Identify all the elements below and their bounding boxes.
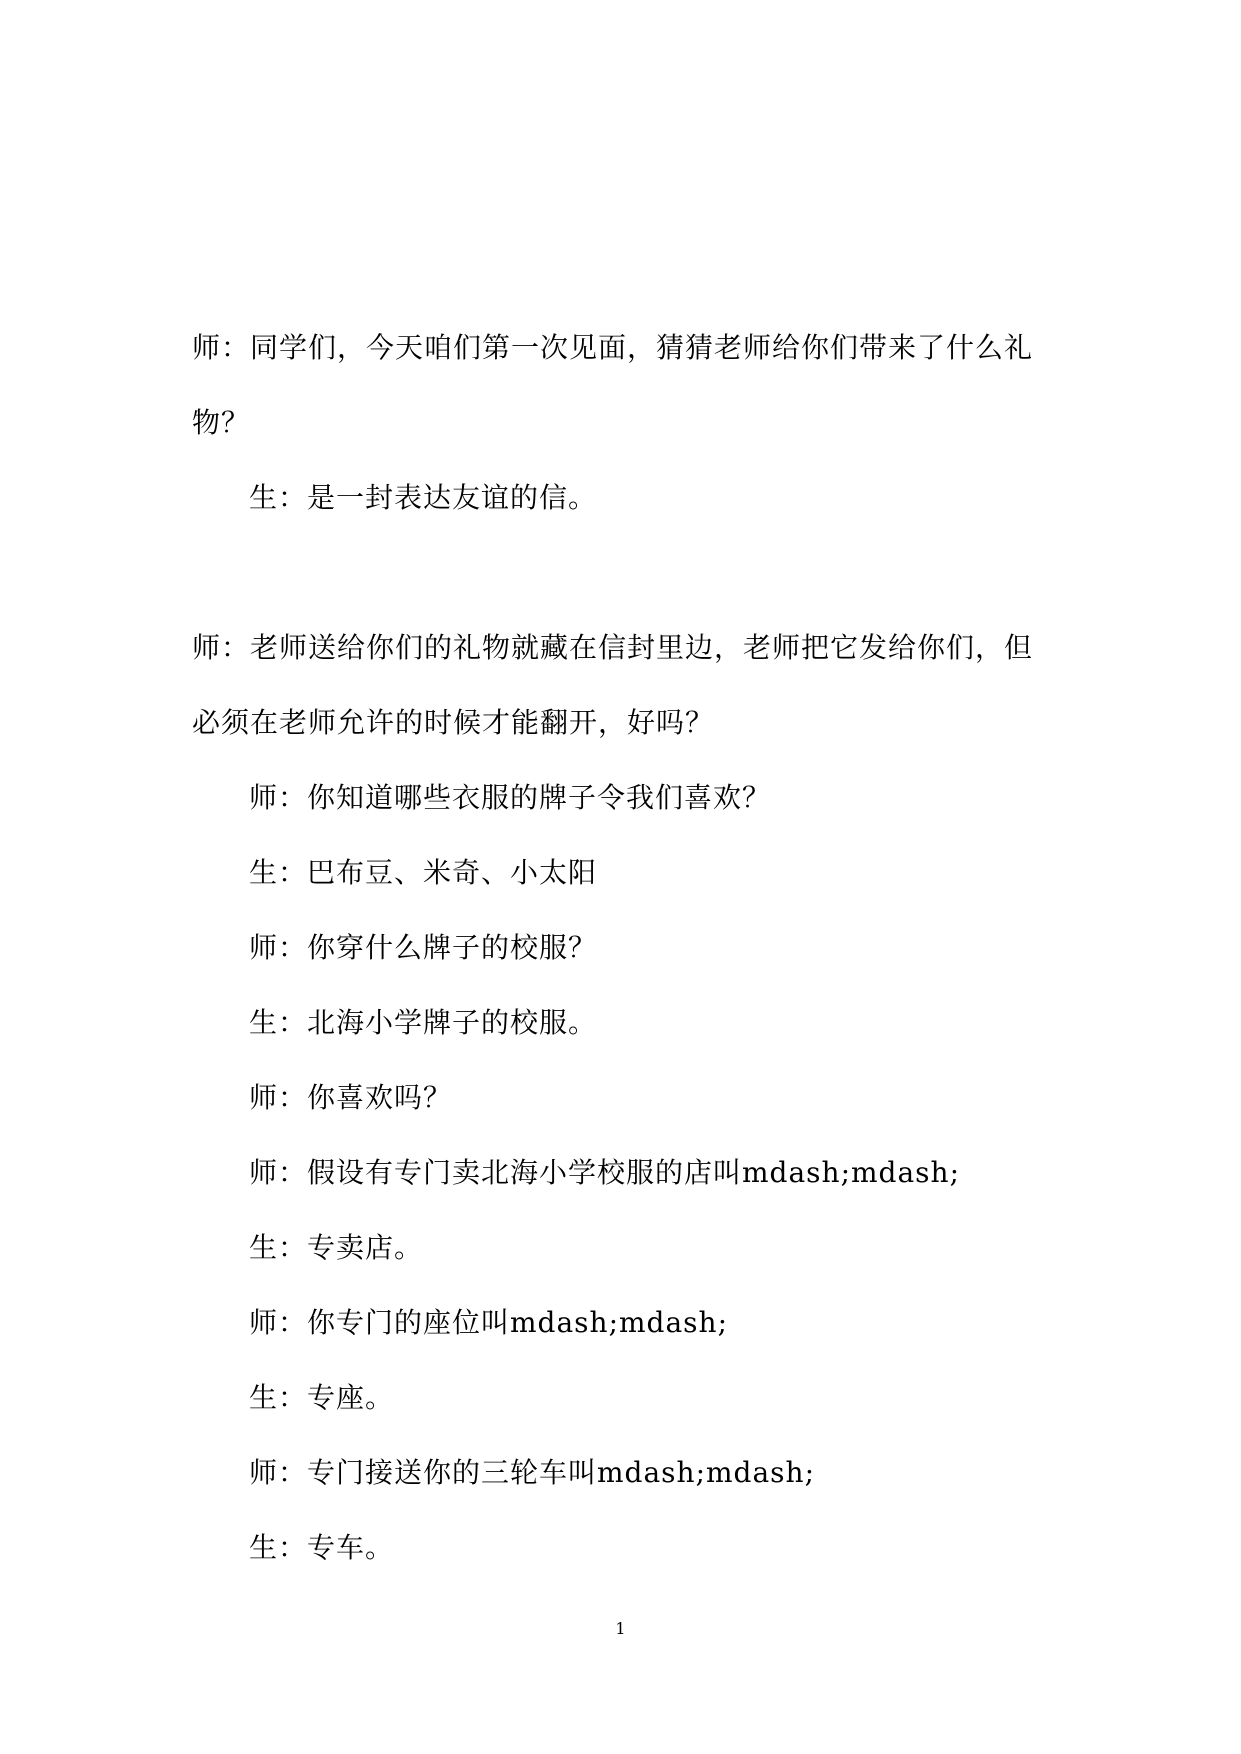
dialogue-line: 师：你喜欢吗？ (249, 1081, 453, 1114)
dialogue-line: 师：你穿什么牌子的校服？ (249, 931, 598, 964)
dialogue-line: 生：专座。 (249, 1381, 395, 1414)
paragraph-line: 师：老师送给你们的礼物就藏在信封里边，老师把它发给你们，但 (192, 631, 1034, 664)
dialogue-line: 生：北海小学牌子的校服。 (249, 1006, 598, 1039)
dialogue-line: 师：你知道哪些衣服的牌子令我们喜欢？ (249, 781, 772, 814)
dialogue-line: 师：你专门的座位叫mdash;mdash; (249, 1306, 729, 1339)
paragraph-line: 物？ (192, 406, 251, 439)
dialogue-line: 师：假设有专门卖北海小学校服的店叫mdash;mdash; (249, 1156, 961, 1189)
paragraph-line: 师：同学们，今天咱们第一次见面，猜猜老师给你们带来了什么礼 (192, 331, 1034, 364)
page-number: 1 (615, 1619, 626, 1638)
paragraph-line: 必须在老师允许的时候才能翻开，好吗？ (192, 706, 715, 739)
dialogue-line: 生：专卖店。 (249, 1231, 424, 1264)
dialogue-line: 生：巴布豆、米奇、小太阳 (249, 856, 598, 889)
dialogue-line: 生：专车。 (249, 1531, 395, 1564)
dialogue-line: 生：是一封表达友谊的信。 (249, 481, 598, 514)
dialogue-line: 师：专门接送你的三轮车叫mdash;mdash; (249, 1456, 816, 1489)
